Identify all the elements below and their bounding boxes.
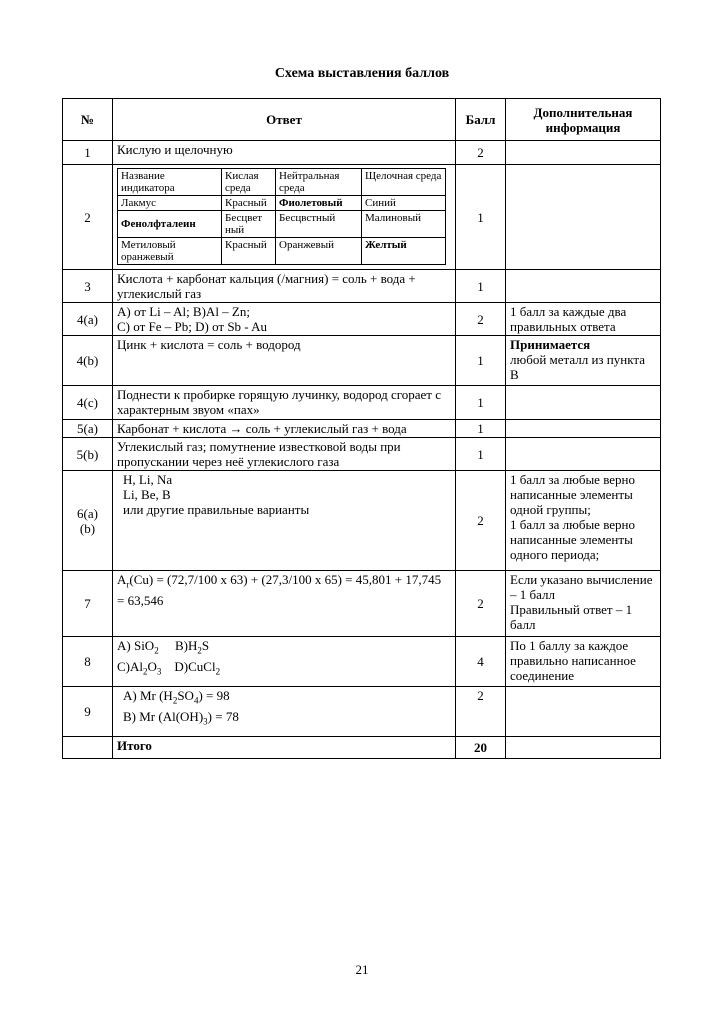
- info-text: 1 балл за любые верно написанные элементы одной группы;: [510, 472, 635, 517]
- row-score: 1: [456, 386, 506, 420]
- row-score: 2: [456, 571, 506, 637]
- row-score: 2: [456, 303, 506, 336]
- formula-text: A) SiO: [117, 638, 155, 653]
- row-num: 5(a): [63, 420, 113, 438]
- row-answer: Кислота + карбонат кальция (/магния) = соль + вода + углекислый газ: [113, 270, 456, 303]
- formula-text: S: [201, 638, 210, 653]
- row-info: 1 балл за каждые два правильных ответа: [506, 303, 661, 336]
- row-info: [506, 471, 661, 571]
- row-answer: [113, 471, 456, 571]
- formula-text: O: [147, 658, 157, 674]
- row-num: 2: [63, 165, 113, 270]
- formula-text: B)H: [174, 638, 198, 653]
- header-answer: Ответ: [113, 99, 456, 141]
- row-num: 5(b): [63, 438, 113, 471]
- row-num: 7: [63, 571, 113, 637]
- formula-text: ) = 78: [207, 708, 239, 724]
- row-info: [506, 420, 661, 438]
- total-label: Итого: [113, 737, 456, 759]
- row-answer: Цинк + кислота = соль + водород: [113, 336, 456, 386]
- row-info: [506, 438, 661, 471]
- indicator-row: [118, 238, 446, 265]
- formula-sub: 2: [172, 695, 178, 706]
- row-num: 4(a): [63, 303, 113, 336]
- indicator-cell: Синий: [362, 196, 446, 211]
- answer-line: [123, 688, 451, 709]
- table-header-row: [63, 99, 661, 141]
- row-answer: [113, 637, 456, 687]
- formula-sub: 2: [154, 645, 159, 656]
- row-answer: Поднести к пробирке горящую лучинку, водород сгорает с характерным звуом «пах»: [113, 386, 456, 420]
- answer-line: [123, 709, 451, 730]
- row-score: 1: [456, 165, 506, 270]
- row-info: [506, 386, 661, 420]
- info-text: 1 балл за любые верно написанные элементы одного периода;: [510, 517, 635, 562]
- formula-text: B) Mr (Al(OH): [123, 708, 204, 724]
- table-row: [63, 386, 661, 420]
- row-answer: Кислую и щелочную: [113, 141, 456, 165]
- formula-sub: 3: [203, 716, 208, 727]
- row-score: 2: [456, 471, 506, 571]
- answer-line: [117, 638, 451, 659]
- table-row: [63, 141, 661, 165]
- row-num: [63, 471, 113, 571]
- row-info: По 1 баллу за каждое правильно написанное соединение: [506, 637, 661, 687]
- indicator-cell: Красный: [222, 238, 276, 265]
- indicator-cell: Метиловый оранжевый: [118, 238, 222, 265]
- table-row: [63, 420, 661, 438]
- indicator-cell: Фенолфталеин: [118, 211, 222, 238]
- answer-line: A) от Li – Al; B)Al – Zn;: [117, 304, 250, 319]
- answer-line: или другие правильные варианты: [123, 502, 310, 517]
- row-score: 2: [456, 141, 506, 165]
- indicator-row: [118, 169, 446, 196]
- indicator-row: [118, 211, 446, 238]
- indicator-table: [117, 168, 446, 265]
- total-info: [506, 737, 661, 759]
- page-title: Схема выставления баллов: [274, 66, 450, 81]
- formula-sub: 4: [193, 695, 199, 706]
- indicator-cell: Лакмус: [118, 196, 222, 211]
- indicator-cell: Название индикатора: [118, 169, 222, 196]
- indicator-cell: Оранжевый: [276, 238, 362, 265]
- row-num: 8: [63, 637, 113, 687]
- info-text: Правильный ответ – 1 балл: [510, 602, 633, 632]
- indicator-cell: Фиолетовый: [276, 196, 362, 211]
- indicator-cell: Бесцвстный: [276, 211, 362, 238]
- table-row: [63, 270, 661, 303]
- table-row: [63, 687, 661, 737]
- formula-sub: 3: [156, 666, 162, 677]
- indicator-cell: Щелочная среда: [362, 169, 446, 196]
- row-info: [506, 165, 661, 270]
- info-text: Если указано вычисление – 1 балл: [510, 572, 653, 602]
- table-row: [63, 303, 661, 336]
- row-score: 1: [456, 336, 506, 386]
- table-row: [63, 165, 661, 270]
- header-score: Балл: [456, 99, 506, 141]
- formula-sub: 2: [197, 645, 202, 656]
- answer-line: Li, Be, B: [123, 487, 171, 502]
- formula-symbol: A: [117, 572, 127, 587]
- row-answer: Карбонат + кислота → соль + углекислый газ + вода: [113, 420, 456, 438]
- indicator-row: [118, 196, 446, 211]
- row-info: [506, 571, 661, 637]
- row-num: 4(c): [63, 386, 113, 420]
- row-num: 1: [63, 141, 113, 165]
- table-row: [63, 471, 661, 571]
- row-score: 1: [456, 420, 506, 438]
- num-line: (b): [79, 520, 96, 536]
- row-score: 1: [456, 438, 506, 471]
- formula-sub: 2: [215, 666, 221, 677]
- row-info: [506, 270, 661, 303]
- row-answer: [113, 303, 456, 336]
- header-info: Дополнительная информация: [506, 99, 661, 141]
- header-num: №: [63, 99, 113, 141]
- total-score: 20: [456, 737, 506, 759]
- table-row: [63, 336, 661, 386]
- row-answer: [113, 571, 456, 637]
- row-answer: [113, 165, 456, 270]
- answer-line: C) от Fe – Pb; D) от Sb - Au: [117, 319, 268, 334]
- scoring-table: [62, 98, 661, 759]
- row-score: 2: [456, 687, 506, 737]
- indicator-cell: Красный: [222, 196, 276, 211]
- indicator-cell: Кислая среда: [222, 169, 276, 196]
- row-info: [506, 141, 661, 165]
- table-row: [63, 637, 661, 687]
- num-line: 6(a): [77, 505, 98, 521]
- row-info: [506, 336, 661, 386]
- total-num: [63, 737, 113, 759]
- row-answer: Углекислый газ; помутнение известковой воды при пропускании через неё углекислого газа: [113, 438, 456, 471]
- formula-text: (Cu) = (72,7/100 x 63) + (27,3/100 x 65) = 45,801 + 17,745 = 63,546: [117, 572, 442, 608]
- table-row: [63, 438, 661, 471]
- page-number: 21: [355, 962, 369, 977]
- indicator-cell: Бесцвет ный: [222, 211, 276, 238]
- answer-line: [117, 659, 451, 680]
- row-answer: [113, 687, 456, 737]
- formula-sub: 2: [143, 666, 148, 677]
- formula-sub: r: [126, 579, 130, 590]
- total-row: [63, 737, 661, 759]
- answer-line: H, Li, Na: [123, 472, 173, 487]
- row-num: 9: [63, 687, 113, 737]
- row-num: 3: [63, 270, 113, 303]
- formula-text: A) Mr (H: [123, 688, 173, 703]
- info-text: любой металл из пункта B: [510, 352, 645, 382]
- table-row: [63, 571, 661, 637]
- indicator-cell: Малиновый: [362, 211, 446, 238]
- indicator-cell: Желтый: [362, 238, 446, 265]
- row-num: 4(b): [63, 336, 113, 386]
- row-score: 1: [456, 270, 506, 303]
- row-info: [506, 687, 661, 737]
- formula-text: C)Al: [117, 658, 143, 674]
- formula-text: D)CuCl: [174, 658, 216, 674]
- formula-text: ) = 98: [198, 688, 230, 703]
- info-bold: Принимается: [510, 337, 591, 352]
- indicator-cell: Нейтральная среда: [276, 169, 362, 196]
- formula-text: SO: [177, 688, 194, 703]
- row-score: 4: [456, 637, 506, 687]
